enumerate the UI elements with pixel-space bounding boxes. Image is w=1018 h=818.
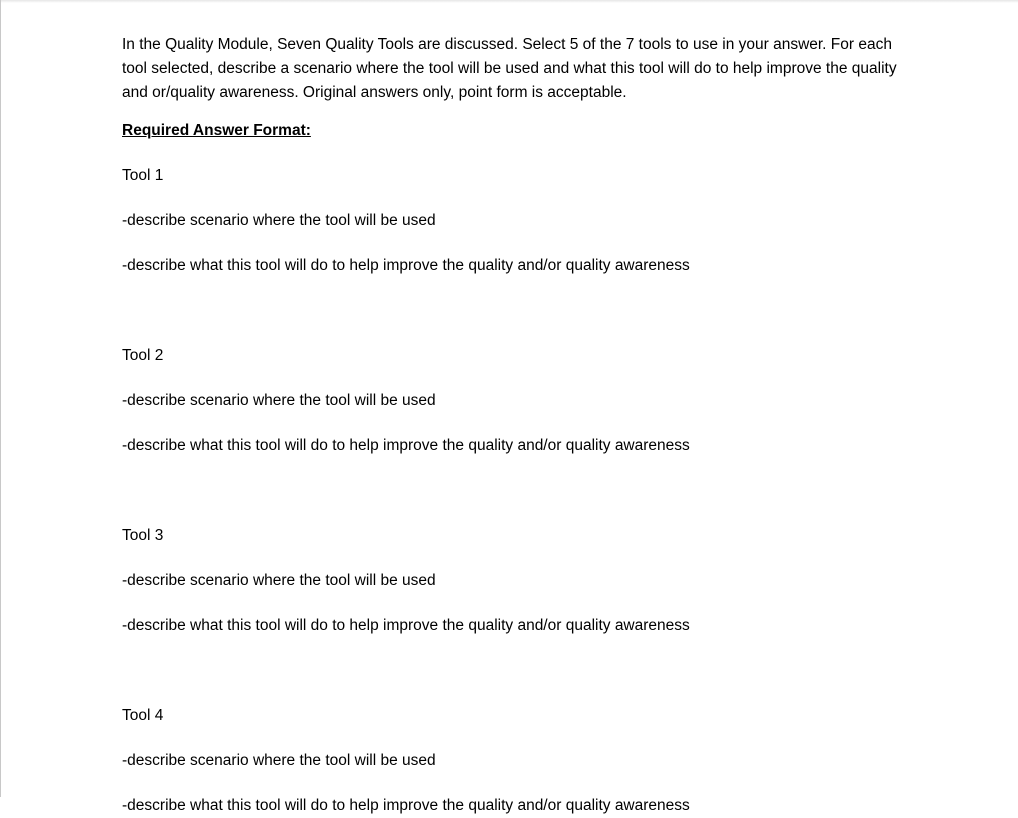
tool-section-1 [122,164,902,323]
tool-scenario-line: -describe scenario where the tool will be used [122,572,436,589]
page-top-edge [1,0,1018,3]
tool-section-3 [122,524,902,683]
tool-scenario-line: -describe scenario where the tool will be used [122,212,436,229]
tool-section-4 [122,704,902,818]
blank-answer-space [122,458,902,503]
tool-scenario-line: -describe scenario where the tool will be used [122,392,436,409]
tool-title: Tool 2 [122,347,164,364]
tool-improve-line: -describe what this tool will do to help improve the quality and/or quality awareness [122,617,690,634]
tool-title: Tool 1 [122,167,164,184]
blank-answer-space [122,278,902,323]
document-body[interactable] [122,33,902,818]
tool-improve-line: -describe what this tool will do to help improve the quality and/or quality awareness [122,437,690,454]
tool-improve-line: -describe what this tool will do to help improve the quality and/or quality awareness [122,257,690,274]
intro-paragraph: In the Quality Module, Seven Quality Tools are discussed. Select 5 of the 7 tools to use in your answer. For each tool selected, describe a scenario where the tool will be used and what this tool will do to help improve the quality and or/quality awareness. Original answers only, point form is acceptable. [122,36,897,101]
tool-scenario-line: -describe scenario where the tool will be used [122,752,436,769]
answer-format-heading: Required Answer Format: [122,122,311,139]
tool-title: Tool 4 [122,707,164,724]
blank-answer-space [122,638,902,683]
tool-section-2 [122,344,902,503]
tool-improve-line: -describe what this tool will do to help improve the quality and/or quality awareness [122,797,690,814]
tool-title: Tool 3 [122,527,164,544]
